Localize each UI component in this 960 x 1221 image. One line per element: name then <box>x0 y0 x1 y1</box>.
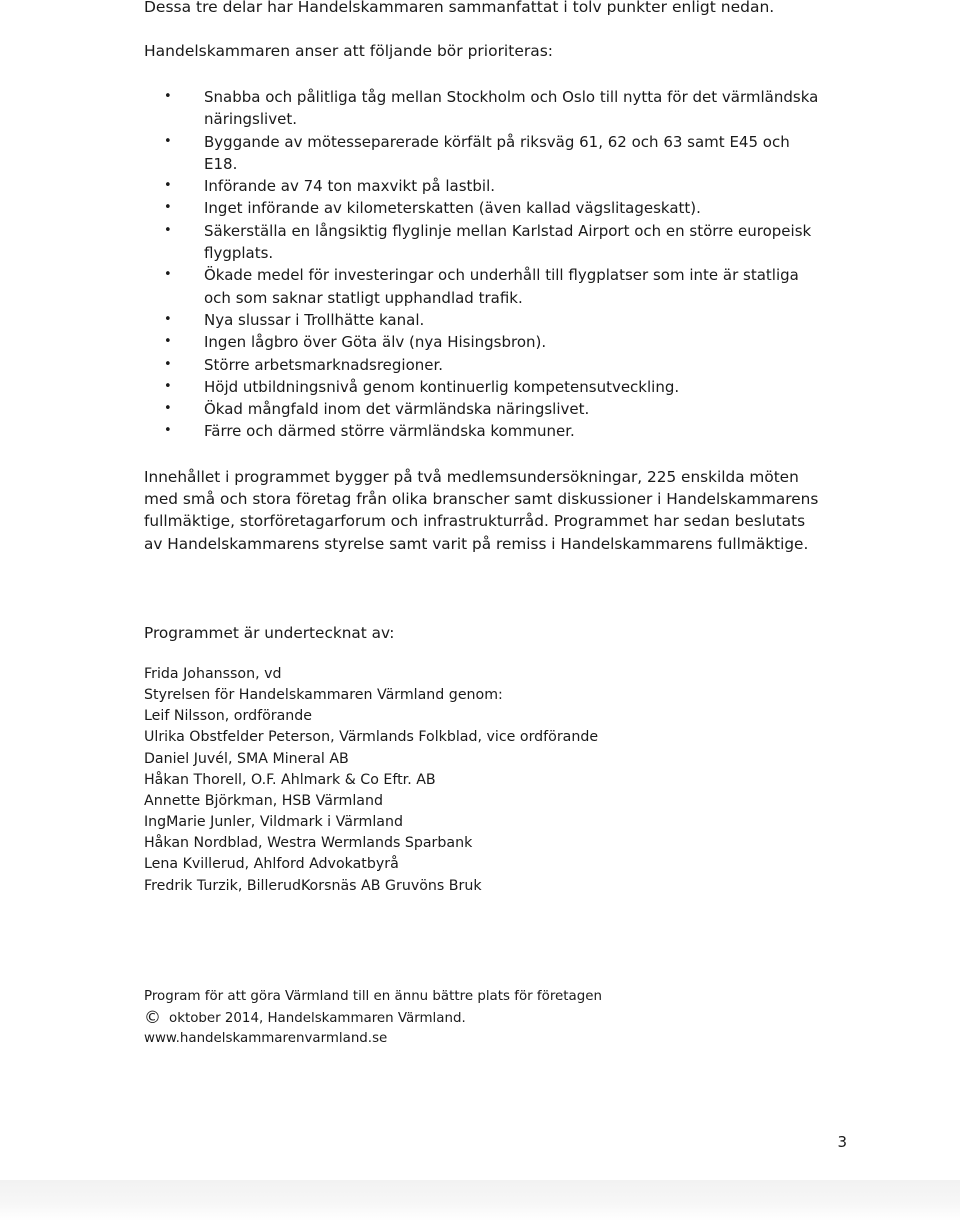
page-bottom-shade <box>0 1180 960 1221</box>
signatory-line: Håkan Thorell, O.F. Ahlmark & Co Eftr. AB <box>144 771 436 788</box>
signatory-line: IngMarie Junler, Vildmark i Värmland <box>144 814 403 831</box>
priority-text: Större arbetsmarknadsregioner. <box>204 355 444 374</box>
bullet-icon: • <box>164 311 172 327</box>
signed-by-heading: Programmet är undertecknat av: <box>144 624 395 642</box>
priority-text: Inget införande av kilometerskatten (även kallad vägslitageskatt). <box>204 199 701 218</box>
priority-text: Färre och därmed större värmländska kommuner. <box>204 422 575 441</box>
website-link[interactable]: www.handelskammarenvarmland.se <box>144 1031 388 1046</box>
priority-item <box>164 131 824 176</box>
priority-item <box>164 264 824 309</box>
priority-text: Nya slussar i Trollhätte kanal. <box>204 310 425 329</box>
copyright-icon: © <box>144 1007 161 1028</box>
bullet-icon: • <box>164 378 172 394</box>
signatory-line: Håkan Nordblad, Westra Wermlands Sparbank <box>144 835 473 852</box>
signatory-line: Ulrika Obstfelder Peterson, Värmlands Folkblad, vice ordförande <box>144 729 599 746</box>
copyright-line <box>144 1008 602 1030</box>
signatory-line: Annette Björkman, HSB Värmland <box>144 792 383 809</box>
signatory-list <box>144 664 598 897</box>
signatory-line: Lena Kvillerud, Ahlford Advokatbyrå <box>144 856 399 873</box>
intro-sentence: Dessa tre delar har Handelskammaren sammanfattat i tolv punkter enligt nedan. <box>144 0 775 16</box>
bullet-icon: • <box>164 200 172 216</box>
priority-item <box>164 309 824 331</box>
signatory-line: Styrelsen för Handelskammaren Värmland genom: <box>144 687 503 704</box>
priority-text: Snabba och pålitliga tåg mellan Stockholm och Oslo till nytta för det värmländska näringslivet. <box>204 88 819 129</box>
priority-text: Byggande av mötesseparerade körfält på riksväg 61, 62 och 63 samt E45 och E18. <box>204 132 790 173</box>
priority-item <box>164 175 824 197</box>
priority-text: Införande av 74 ton maxvikt på lastbil. <box>204 177 496 196</box>
bullet-icon: • <box>164 133 172 149</box>
priority-item <box>164 331 824 353</box>
document-footer <box>144 987 602 1050</box>
program-content-paragraph: Innehållet i programmet bygger på två medlemsundersökningar, 225 enskilda möten med små och stora företag från olika branscher samt diskussioner i Handelskammarens fullmäktige, storföretagarforum och infrastrukturråd. Programmet har sedan beslutats av Handelskammarens styrelse samt varit på remiss i Handelskammarens fullmäktige. <box>144 468 819 553</box>
bullet-icon: • <box>164 267 172 283</box>
copyright-text: oktober 2014, Handelskammaren Värmland. <box>169 1010 466 1026</box>
page-bottom-edge <box>0 1180 960 1221</box>
bullet-icon: • <box>164 423 172 439</box>
priority-text: Ingen lågbro över Göta älv (nya Hisingsbron). <box>204 333 547 352</box>
page-number: 3 <box>837 1133 847 1151</box>
program-title: Program för att göra Värmland till en ännu bättre plats för företagen <box>144 989 602 1004</box>
priority-text: Ökade medel för investeringar och underhåll till flygplatser som inte är statliga och som saknar statligt upphandlad trafik. <box>204 266 799 307</box>
priority-text: Säkerställa en långsiktig flyglinje mellan Karlstad Airport och en större europeisk flygplats. <box>204 221 812 263</box>
signatory-line: Frida Johansson, vd <box>144 666 282 682</box>
priorities-lead-in: Handelskammaren anser att följande bör prioriteras: <box>144 42 554 60</box>
priority-text: Ökad mångfald inom det värmländska näringslivet. <box>204 400 590 419</box>
priority-item <box>164 398 824 420</box>
priority-text: Höjd utbildningsnivå genom kontinuerlig kompetensutveckling. <box>204 377 680 396</box>
priority-item <box>164 354 824 376</box>
signatory-line: Leif Nilsson, ordförande <box>144 708 312 725</box>
priority-item <box>164 86 824 131</box>
signatory-line: Daniel Juvél, SMA Mineral AB <box>144 750 349 767</box>
priority-item <box>164 420 824 442</box>
priority-item <box>164 220 824 265</box>
bullet-icon: • <box>164 222 172 238</box>
priority-list <box>164 86 824 443</box>
bullet-icon: • <box>164 334 172 350</box>
bullet-icon: • <box>164 356 172 372</box>
bullet-icon: • <box>164 89 172 104</box>
signatory-line: Fredrik Turzik, BillerudKorsnäs AB Gruvöns Bruk <box>144 877 482 894</box>
priority-item <box>164 376 824 398</box>
bullet-icon: • <box>164 401 172 417</box>
bullet-icon: • <box>164 178 172 194</box>
priority-item <box>164 197 824 219</box>
